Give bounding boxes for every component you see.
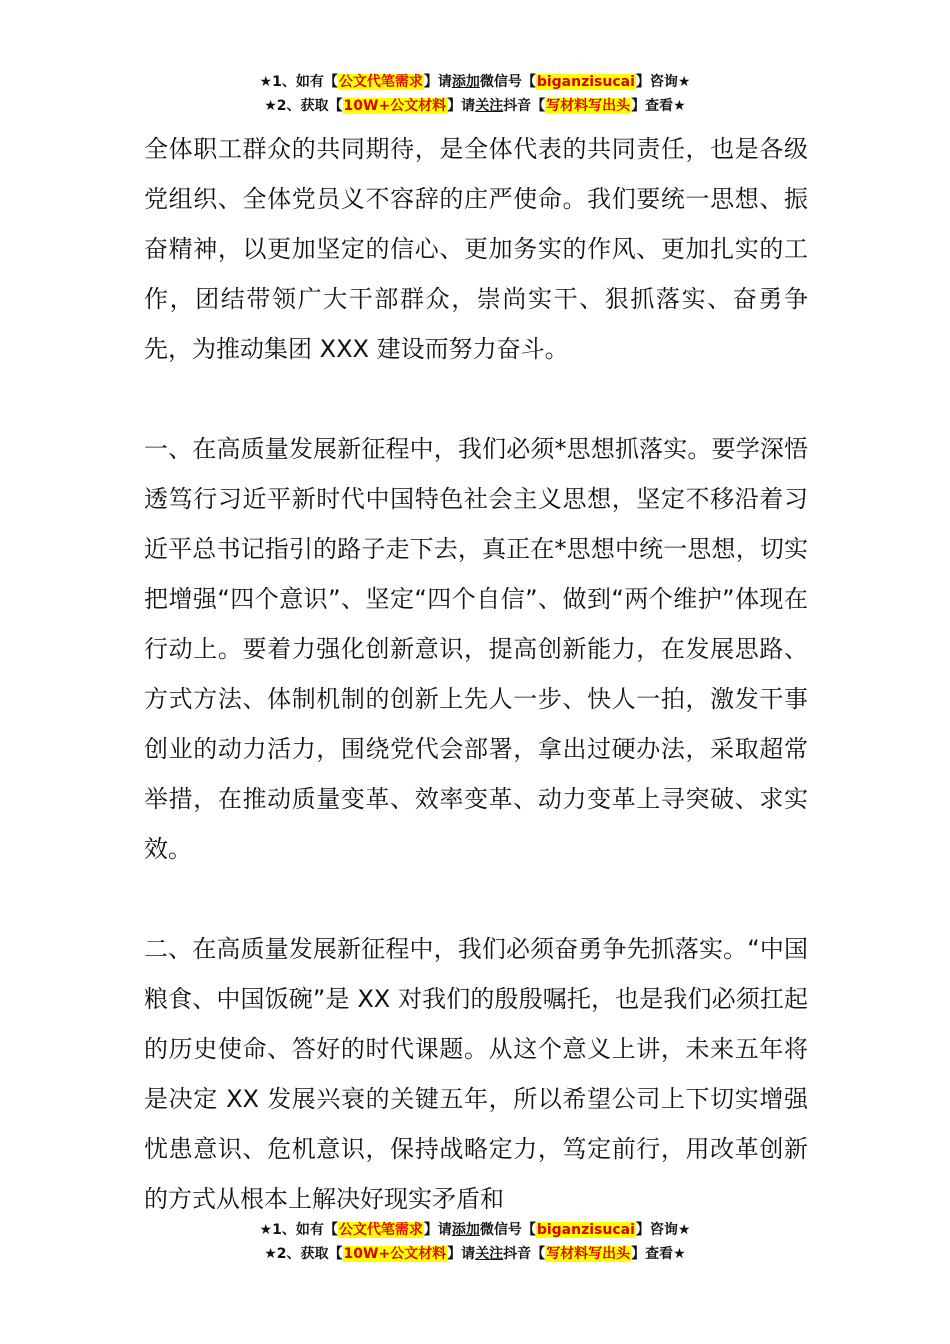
underlined-word: 关注 [475, 98, 504, 114]
banner-text: ★2、获取【 [264, 1246, 343, 1262]
highlight-douyin-account: 写材料写出头 [546, 1246, 631, 1262]
header-banner [0, 70, 950, 118]
banner-line-2 [0, 94, 950, 118]
banner-text: 】查看★ [631, 98, 686, 114]
underlined-word: 关注 [475, 1246, 504, 1262]
highlight-service: 公文代笔需求 [338, 74, 423, 90]
banner-text: 】请 [423, 1222, 452, 1238]
highlight-wechat-id: biganzisucai [536, 74, 635, 90]
banner-text: 】请 [447, 98, 476, 114]
highlight-wechat-id: biganzisucai [536, 1222, 635, 1238]
footer-banner [0, 1218, 950, 1266]
underlined-word: 添加 [451, 74, 480, 90]
paragraph-intro: 全体职工群众的共同期待，是全体代表的共同责任，也是各级党组织、全体党员义不容辞的庄严使命。我们要统一思想、振奋精神，以更加坚定的信心、更加务实的作风、更加扎实的工作，团结带领广大干部群众，崇尚实干、狠抓落实、奋勇争先，为推动集团 XXX 建设而努力奋斗。 [144, 135, 808, 363]
banner-text: 】咨询★ [635, 1222, 691, 1238]
banner-text: 】查看★ [631, 1246, 686, 1262]
underlined-word: 添加 [451, 1222, 480, 1238]
highlight-douyin-account: 写材料写出头 [546, 98, 631, 114]
banner-line-1 [0, 70, 950, 94]
highlight-service: 公文代笔需求 [338, 1222, 423, 1238]
paragraph-section-one: 一、在高质量发展新征程中，我们必须*思想抓落实。要学深悟透笃行习近平新时代中国特色社会主义思想，坚定不移沿着习近平总书记指引的路子走下去，真正在*思想中统一思想，切实把增强“四个意识”、坚定“四个自信”、做到“两个维护”体现在行动上。要着力强化创新意识，提高创新能力，在发展思路、方式方法、体制机制的创新上先人一步、快人一拍，激发干事创业的动力活力，围绕党代会部署，拿出过硬办法，采取超常举措，在推动质量变革、效率变革、动力变革上寻突破、求实效。 [144, 435, 808, 863]
banner-text: 抖音【 [503, 1246, 546, 1262]
banner-text: ★1、如有【 [259, 74, 338, 90]
banner-text: 】请 [423, 74, 452, 90]
paragraph-section-two: 二、在高质量发展新征程中，我们必须奋勇争先抓落实。“中国粮食、中国饭碗”是 XX 对我们的殷殷嘱托，也是我们必须扛起的历史使命、答好的时代课题。从这个意义上讲，未来五年将是决定 XX 发展兴衰的关键五年，所以希望公司上下切实增强忧患意识、危机意识，保持战略定力，笃定前行，用改革创新的方式从根本上解决好现实矛盾和 [144, 935, 808, 1213]
banner-line-1 [0, 1218, 950, 1242]
banner-text: 】请 [447, 1246, 476, 1262]
document-body [144, 124, 808, 1224]
banner-line-2 [0, 1242, 950, 1266]
banner-text: ★1、如有【 [259, 1222, 338, 1238]
banner-text: 抖音【 [503, 98, 546, 114]
highlight-materials: 10W+公文材料 [343, 1246, 447, 1262]
highlight-materials: 10W+公文材料 [343, 98, 447, 114]
banner-text: ★2、获取【 [264, 98, 343, 114]
banner-text: 】咨询★ [635, 74, 691, 90]
banner-text: 微信号【 [479, 74, 536, 90]
banner-text: 微信号【 [479, 1222, 536, 1238]
